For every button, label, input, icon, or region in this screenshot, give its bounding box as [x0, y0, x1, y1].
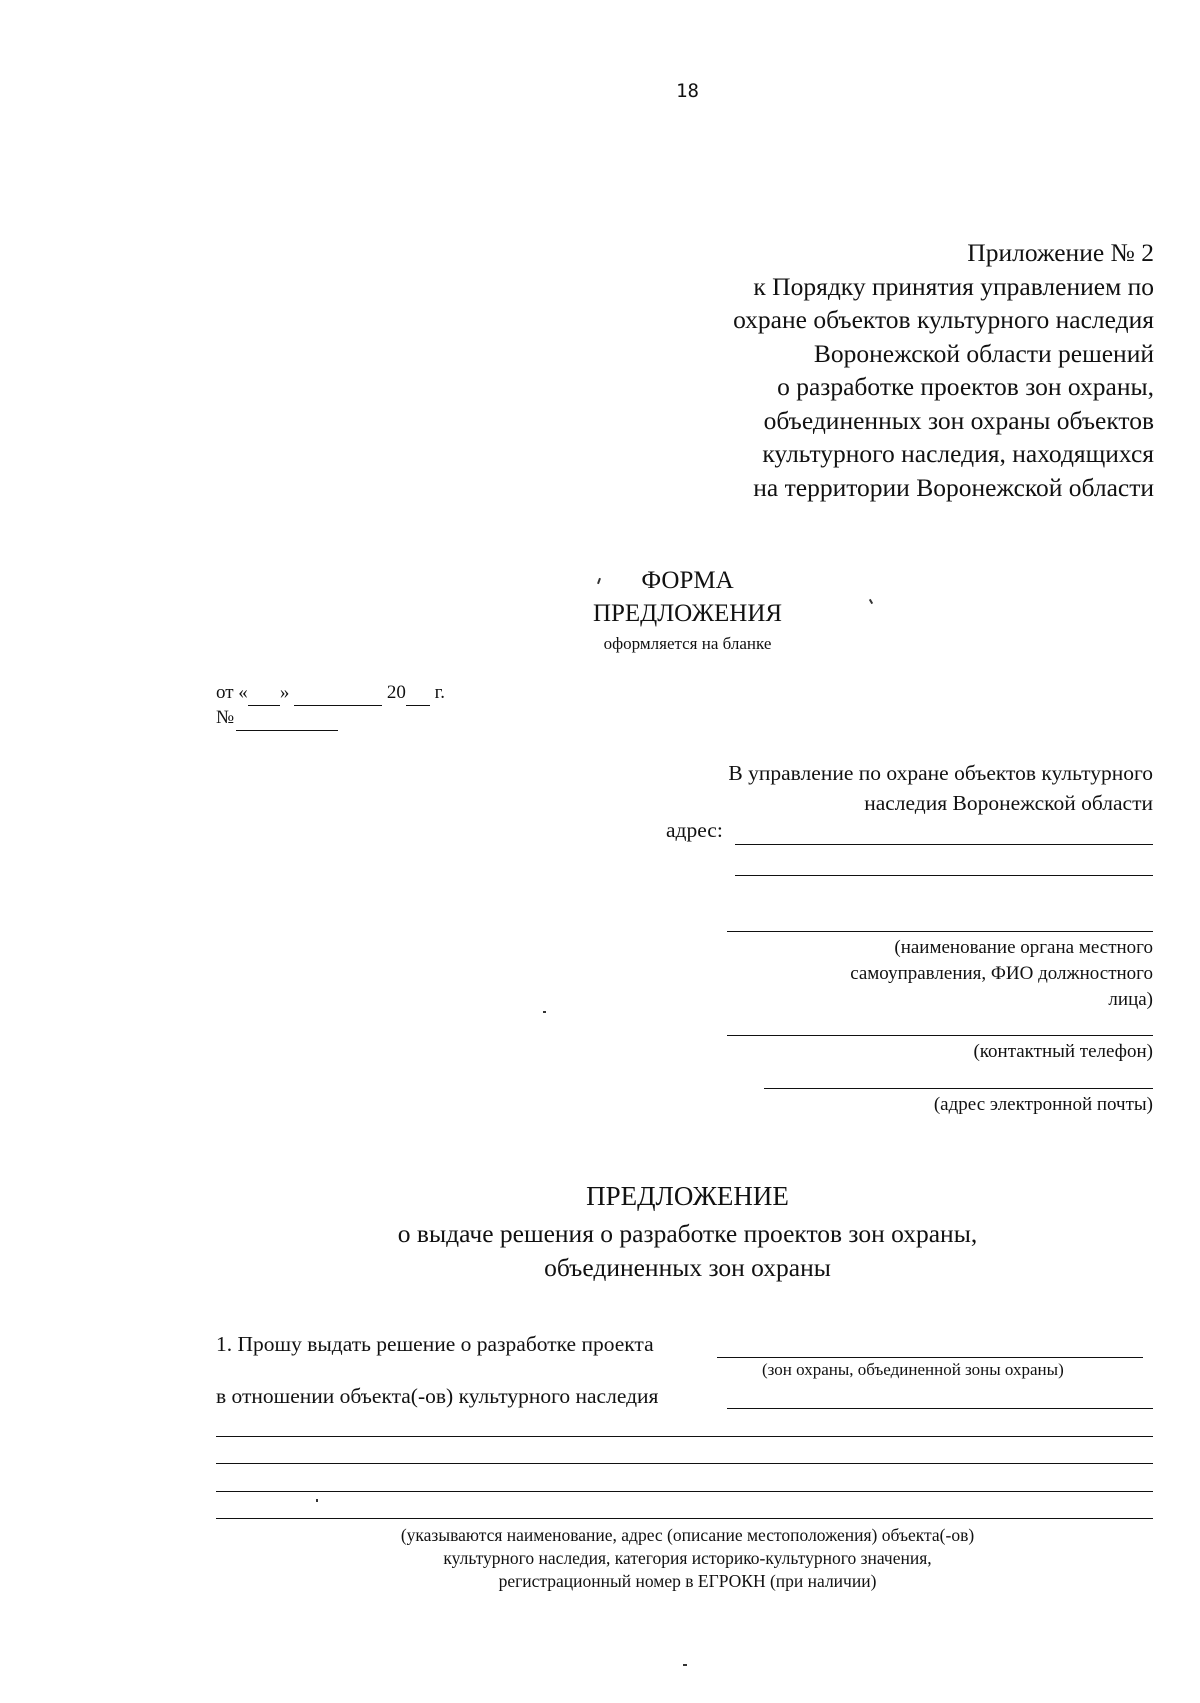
item1-caption: (зон охраны, объединенной зоны охраны) [762, 1360, 1064, 1379]
form-title [0, 564, 1200, 630]
phone-line[interactable] [727, 1035, 1153, 1036]
number-blank[interactable] [236, 706, 338, 731]
caption-name-line: самоуправления, ФИО должностного [850, 963, 1153, 984]
year-suffix: г. [434, 682, 445, 703]
day-blank[interactable] [248, 681, 280, 706]
recipient-line2: наследия Воронежской области [864, 791, 1153, 815]
appendix-line: к Порядку принятия управлением по [753, 271, 1154, 301]
caption-name [850, 935, 1153, 1013]
appendix-line: о разработке проектов зон охраны, [777, 372, 1154, 401]
date-prefix: от « [216, 682, 248, 703]
appendix-line: Воронежской области решений [813, 338, 1154, 368]
heritage-object-line[interactable] [727, 1408, 1153, 1409]
heritage-object-line[interactable] [216, 1463, 1153, 1464]
year-blank[interactable] [406, 681, 430, 706]
item1-text: 1. Прошу выдать решение о разработке проекта [216, 1332, 654, 1356]
bottom-caption-line: регистрационный номер в ЕГРОКН (при наличии) [498, 1571, 877, 1591]
page-number: 18 [676, 80, 699, 102]
caption-email: (адрес электронной почты) [933, 1094, 1153, 1115]
caption-name-line: (наименование органа местного [894, 937, 1153, 958]
appendix-line: на территории Воронежской области [753, 472, 1154, 502]
heritage-object-line[interactable] [216, 1518, 1153, 1519]
address-line[interactable] [735, 844, 1153, 845]
recipient-line1: В управление по охране объектов культурного [728, 761, 1153, 785]
form-title-line2: ПРЕДЛОЖЕНИЯ [592, 600, 783, 627]
heritage-object-line[interactable] [216, 1436, 1153, 1437]
number-field [216, 706, 338, 731]
scan-speck [316, 1499, 318, 1502]
scan-speck [683, 1664, 687, 1666]
item1-line2: в отношении объекта(-ов) культурного наследия [216, 1384, 659, 1408]
heritage-object-line[interactable] [216, 1491, 1153, 1492]
proposal-subtitle-line2: объединенных зон охраны [544, 1252, 831, 1282]
caption-name-line: лица) [1108, 989, 1153, 1010]
year-prefix: 20 [386, 682, 406, 703]
appendix-header [733, 236, 1154, 504]
date-quote-close: » [279, 682, 290, 703]
form-subtitle: оформляется на бланке [603, 634, 772, 653]
appendix-line: охране объектов культурного наследия [733, 305, 1154, 334]
bottom-caption [0, 1524, 1200, 1593]
date-field [216, 681, 445, 706]
appendix-line: объединенных зон охраны объектов [763, 405, 1154, 435]
proposal-subtitle [0, 1217, 1200, 1284]
recipient-block [728, 758, 1153, 818]
proposal-title: ПРЕДЛОЖЕНИЕ [586, 1181, 789, 1211]
project-type-line[interactable] [717, 1357, 1143, 1358]
form-title-line1: ФОРМА [641, 567, 734, 594]
address-line[interactable] [735, 875, 1153, 876]
appendix-line: Приложение № 2 [967, 238, 1154, 267]
proposal-subtitle-line1: о выдаче решения о разработке проектов зон охраны, [397, 1219, 978, 1248]
bottom-caption-line: (указываются наименование, адрес (описание местоположения) объекта(-ов) [400, 1525, 975, 1545]
email-line[interactable] [764, 1088, 1153, 1089]
caption-phone: (контактный телефон) [973, 1041, 1153, 1062]
bottom-caption-line: культурного наследия, категория историко-культурного значения, [443, 1548, 932, 1568]
scan-speck [543, 1011, 546, 1013]
month-blank[interactable] [294, 681, 382, 706]
address-label: адрес: [666, 818, 723, 842]
number-label: № [216, 707, 235, 728]
appendix-line: культурного наследия, находящихся [762, 439, 1154, 468]
name-line[interactable] [727, 931, 1153, 932]
